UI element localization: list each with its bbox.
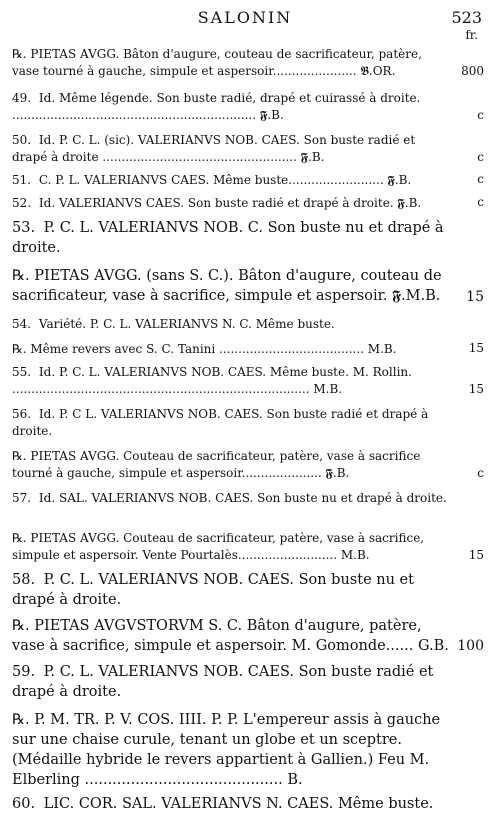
entry-number: 58. bbox=[12, 572, 36, 588]
catalog-entry bbox=[12, 616, 450, 656]
entry-text: LIC. COR. SAL. VALERIANVS N. CAES. Même buste. bbox=[43, 796, 434, 812]
catalog-entry bbox=[12, 662, 450, 702]
entry-text: ℞. Même revers avec S. C. Tanini ...................................... M.B. bbox=[12, 342, 397, 356]
entry-text: Id. P. C L. VALERIANVS NOB. CAES. Son buste radié et drapé à droite. bbox=[12, 407, 429, 438]
entry-number: 57. bbox=[12, 491, 32, 505]
entry-text: P. C. L. VALERIANVS NOB. CAES. Son buste nu et drapé à droite. bbox=[12, 572, 414, 608]
entry-value: c bbox=[477, 108, 484, 122]
page-title: SALONIN bbox=[197, 8, 293, 27]
entry-value: 15 bbox=[468, 548, 484, 562]
catalog-entry bbox=[12, 218, 450, 258]
entry-text: Id. P. C. L. (sic). VALERIANVS NOB. CAES. Son buste radié et drapé à droite ................................................... 𝕱.B. bbox=[12, 133, 416, 164]
entry-number: 59. bbox=[12, 664, 36, 680]
catalog-entry bbox=[12, 710, 450, 790]
catalog-entry bbox=[12, 195, 450, 212]
entry-value: 800 bbox=[461, 64, 484, 78]
entry-text: Id. VALERIANVS CAES. Son buste radié et drapé à droite. 𝕱.B. bbox=[38, 196, 422, 210]
entry-number: 60. bbox=[12, 796, 36, 812]
page-header bbox=[0, 6, 490, 42]
entry-text: Id. P. C. L. VALERIANVS NOB. CAES. Même buste. M. Rollin. .............................................................................. M.B. bbox=[12, 365, 412, 396]
catalog-entry bbox=[12, 132, 450, 166]
entry-number: 54. bbox=[12, 317, 32, 331]
catalog-entry bbox=[12, 266, 450, 306]
entry-text: P. C. L. VALERIANVS NOB. CAES. Son buste radié et drapé à droite. bbox=[12, 664, 434, 700]
entry-number: 53. bbox=[12, 220, 36, 236]
entry-number: 50. bbox=[12, 133, 32, 147]
catalog-entry bbox=[12, 46, 450, 80]
entry-text: C. P. L. VALERIANVS CAES. Même buste......................... 𝕱.B. bbox=[38, 173, 412, 187]
entry-value: c bbox=[477, 150, 484, 164]
entry-number: 55. bbox=[12, 365, 32, 379]
entry-number: 56. bbox=[12, 407, 32, 421]
catalog-entry bbox=[12, 794, 450, 814]
catalog-entry bbox=[12, 570, 450, 610]
entry-number: 52. bbox=[12, 196, 32, 210]
entry-text: Id. SAL. VALERIANVS NOB. CAES. Son buste nu et drapé à droite. bbox=[38, 491, 447, 505]
entry-value: c bbox=[477, 195, 484, 209]
entry-number: 51. bbox=[12, 173, 32, 187]
catalog-entry bbox=[12, 406, 450, 440]
entry-text: ℞. PIETAS AVGG. Bâton d'augure, couteau de sacrificateur, patère, vase tourné à gauche, simpule et aspersoir...................... 𝕭.OR. bbox=[12, 47, 422, 78]
entry-value: 15 bbox=[468, 341, 484, 355]
entry-value: c bbox=[477, 466, 484, 480]
entry-text: ℞. PIETAS AVGG. Couteau de sacrificateur, patère, vase à sacrifice, simpule et aspersoir. Vente Pourtalès.......................... M.B. bbox=[12, 531, 425, 562]
catalog-entry bbox=[12, 364, 450, 398]
catalog-entry bbox=[12, 172, 450, 189]
catalog-entry bbox=[12, 341, 450, 358]
catalog-entry bbox=[12, 490, 450, 507]
entry-text: ℞. PIETAS AVGG. (sans S. C.). Bâton d'augure, couteau de sacrificateur, vase à sacrifice, simpule et aspersoir. 𝕱.M.B. bbox=[12, 268, 442, 304]
catalog-entry bbox=[12, 448, 450, 482]
entry-text: ℞. PIETAS AVGG. Couteau de sacrificateur, patère, vase à sacrifice tourné à gauche, simpule et aspersoir..................... 𝕱.B. bbox=[12, 449, 421, 480]
catalog-entry bbox=[12, 530, 450, 564]
entry-text: Id. Même légende. Son buste radié, drapé et cuirassé à droite. ................................................................ 𝕱.B. bbox=[12, 91, 421, 122]
catalog-entry bbox=[12, 316, 450, 333]
catalog-entry bbox=[12, 90, 450, 124]
entry-number: 49. bbox=[12, 91, 32, 105]
entry-value: 15 bbox=[468, 382, 484, 396]
entry-value: 15 bbox=[466, 289, 484, 305]
entry-text: P. C. L. VALERIANVS NOB. C. Son buste nu et drapé à droite. bbox=[12, 220, 444, 256]
unit-label: fr. bbox=[465, 28, 478, 42]
entry-value: c bbox=[477, 172, 484, 186]
entry-text: Variété. P. C. L. VALERIANVS N. C. Même buste. bbox=[38, 317, 335, 331]
entry-text: ℞. P. M. TR. P. V. COS. IIII. P. P. L'empereur assis à gauche sur une chaise curule, tenant un globe et un sceptre. (Médaille hybride le revers appartient à Gallien.) Feu M. Elberling ........................................... B. bbox=[12, 712, 441, 788]
entry-text: ℞. PIETAS AVGVSTORVM S. C. Bâton d'augure, patère, vase à sacrifice, simpule et aspersoir. M. Gomonde...... G.B. bbox=[12, 618, 449, 654]
page-number: 523 bbox=[451, 8, 482, 27]
entry-value: 100 bbox=[457, 638, 484, 654]
